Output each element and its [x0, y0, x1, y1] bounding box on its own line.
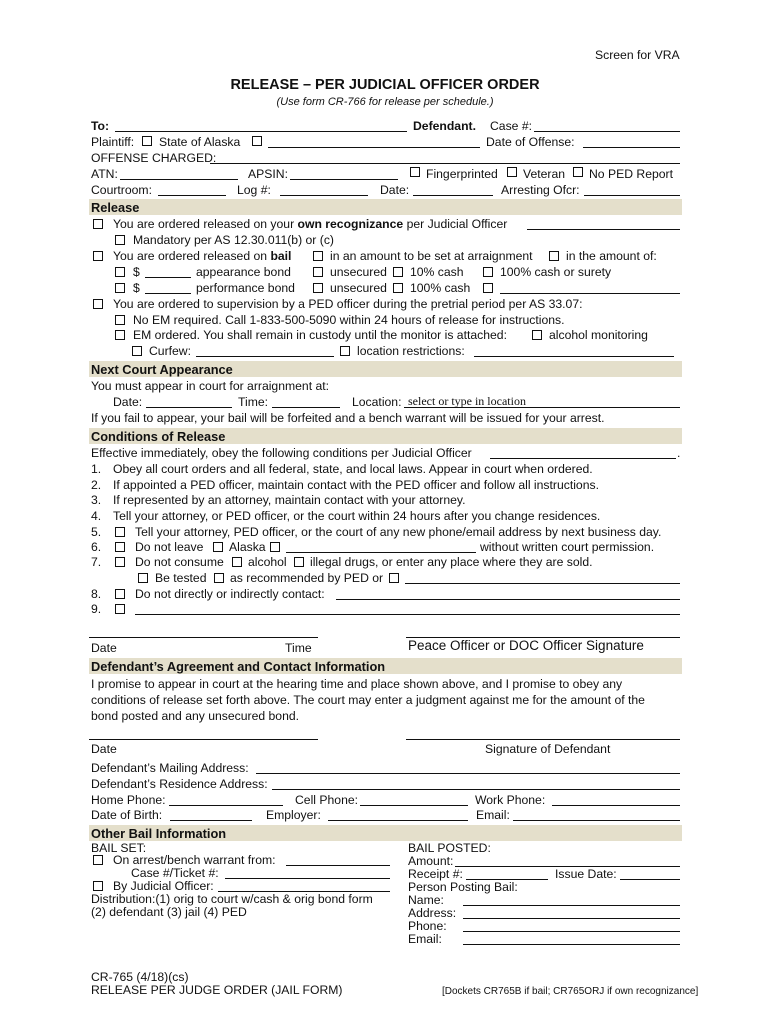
no-em-label: No EM required. Call 1-833-500-5090 within 24 hours of release for instructions. — [133, 313, 565, 327]
hundred-cash-checkbox[interactable] — [393, 283, 403, 293]
performance-bond-checkbox[interactable] — [115, 283, 125, 293]
distribution-line-1: Distribution:(1) orig to court w/cash & orig bond form — [91, 892, 373, 906]
bail-arraignment-label: in an amount to be set at arraignment — [330, 249, 533, 263]
by-judicial-label: By Judicial Officer: — [113, 879, 214, 893]
poster-phone-field[interactable] — [463, 931, 680, 932]
ten-cash-checkbox[interactable] — [393, 267, 403, 277]
appearance-amount-field[interactable] — [145, 277, 191, 278]
other-testing-field[interactable] — [405, 583, 680, 584]
appearance-bond-label: appearance bond — [196, 265, 291, 279]
date-offense-label: Date of Offense: — [486, 135, 575, 149]
defendant-date-label: Date — [91, 742, 117, 756]
home-phone-field[interactable] — [169, 805, 283, 806]
issue-date-field[interactable] — [620, 879, 680, 880]
supervision-checkbox[interactable] — [93, 299, 103, 309]
state-label: State of Alaska — [159, 135, 241, 149]
atn-field[interactable] — [120, 179, 238, 180]
appearance-bond-checkbox[interactable] — [115, 267, 125, 277]
condition-number: 1. — [91, 462, 102, 476]
employer-field[interactable] — [328, 820, 468, 821]
work-phone-field[interactable] — [552, 805, 680, 806]
condition-7-consume: Do not consume — [135, 555, 224, 569]
log-label: Log #: — [237, 183, 271, 197]
mailing-address-label: Defendant’s Mailing Address: — [91, 761, 249, 775]
location-restrictions-label: location restrictions: — [357, 344, 465, 358]
condition-6-checkbox[interactable] — [115, 542, 125, 552]
log-field[interactable] — [280, 195, 368, 196]
condition-6-alaska: Alaska — [229, 540, 266, 554]
location-restrictions-field[interactable] — [474, 356, 674, 357]
condition-7-drugs: illegal drugs, or enter any place where they are sold. — [310, 555, 593, 569]
employer-label: Employer: — [266, 808, 321, 822]
fingerprinted-checkbox[interactable] — [410, 167, 420, 177]
other-testing-checkbox[interactable] — [389, 573, 399, 583]
other-plaintiff-checkbox[interactable] — [252, 136, 262, 146]
hundred-surety-label: 100% cash or surety — [500, 265, 612, 279]
officer-time-label: Time — [285, 641, 312, 655]
poster-address-field[interactable] — [463, 918, 680, 919]
dob-label: Date of Birth: — [91, 808, 163, 822]
apsin-label: APSIN: — [248, 167, 288, 181]
alaska-checkbox[interactable] — [213, 542, 223, 552]
to-label: To: — [91, 119, 110, 133]
other-bond-field[interactable] — [500, 293, 680, 294]
residence-address-field[interactable] — [272, 789, 680, 790]
residence-address-label: Defendant’s Residence Address: — [91, 777, 268, 791]
officer-signature-label: Peace Officer or DOC Officer Signature — [408, 638, 644, 653]
performance-bond-label: performance bond — [196, 281, 295, 295]
must-appear-label: You must appear in court for arraignment at: — [91, 379, 330, 393]
on-arrest-label: On arrest/bench warrant from: — [113, 853, 276, 867]
condition-7-recommended: as recommended by PED or — [230, 571, 384, 585]
cell-phone-field[interactable] — [360, 805, 468, 806]
veteran-checkbox[interactable] — [507, 167, 517, 177]
appearance-date-label: Date: — [113, 395, 143, 409]
condition-9-checkbox[interactable] — [115, 604, 125, 614]
appearance-location-label: Location: — [352, 395, 402, 409]
condition-7-alcohol: alcohol — [248, 555, 287, 569]
curfew-field[interactable] — [196, 356, 334, 357]
condition-number: 5. — [91, 525, 102, 539]
next-court-heading-band — [89, 361, 682, 377]
condition-7-tested: Be tested — [155, 571, 207, 585]
own-recognizance-checkbox[interactable] — [93, 219, 103, 229]
other-bail-heading-band — [89, 825, 682, 841]
condition-1: Obey all court orders and all federal, state, and local laws. Appear in court when ordered. — [113, 462, 593, 476]
other-area-field[interactable] — [286, 552, 476, 553]
email-field[interactable] — [513, 820, 680, 821]
date-offense-field[interactable] — [583, 147, 680, 148]
own-recognizance-text: You are ordered released on your own recognizance per Judicial Officer — [113, 217, 508, 231]
dockets-note: [Dockets CR765B if bail; CR765ORJ if own recognizance] — [442, 986, 699, 997]
unsecured-checkbox-1[interactable] — [313, 267, 323, 277]
effective-label: Effective immediately, obey the following conditions per Judicial Officer — [91, 446, 472, 460]
poster-email-field[interactable] — [463, 944, 680, 945]
condition-6-post: without written court permission. — [480, 540, 655, 554]
bail-posted-label: BAIL POSTED: — [408, 841, 491, 855]
condition-5-checkbox[interactable] — [115, 527, 125, 537]
form-subtitle: (Use form CR-766 for release per schedule.) — [276, 96, 494, 108]
condition-9-field[interactable] — [135, 614, 680, 615]
case-label: Case #: — [490, 119, 533, 133]
unsecured-label-2: unsecured — [330, 281, 387, 295]
courtroom-field[interactable] — [158, 195, 226, 196]
conditions-heading: Conditions of Release — [91, 429, 226, 444]
agreement-text-1: I promise to appear in court at the hearing time and place shown above, and I promise to obey any — [91, 677, 623, 691]
distribution-line-2: (2) defendant (3) jail (4) PED — [91, 905, 247, 919]
other-area-checkbox[interactable] — [270, 542, 280, 552]
be-tested-checkbox[interactable] — [138, 573, 148, 583]
dollar-sign: $ — [133, 265, 140, 279]
mandatory-checkbox[interactable] — [115, 235, 125, 245]
location-restrictions-checkbox[interactable] — [340, 346, 350, 356]
dob-field[interactable] — [170, 820, 252, 821]
next-court-heading: Next Court Appearance — [91, 362, 233, 377]
alcohol-monitoring-checkbox[interactable] — [532, 330, 542, 340]
officer-date-label: Date — [91, 641, 117, 655]
defendant-signature-label: Signature of Defendant — [485, 742, 611, 756]
unsecured-label-1: unsecured — [330, 265, 387, 279]
release-heading-band — [89, 199, 682, 215]
work-phone-label: Work Phone: — [475, 793, 546, 807]
atn-label: ATN: — [91, 167, 118, 181]
ten-cash-label: 10% cash — [410, 265, 464, 279]
appearance-time-field[interactable] — [272, 407, 340, 408]
poster-name-field[interactable] — [463, 905, 680, 906]
alcohol-monitoring-label: alcohol monitoring — [549, 328, 648, 342]
em-ordered-checkbox[interactable] — [115, 330, 125, 340]
bail-amount-label: in the amount of: — [566, 249, 657, 263]
officer-date-time-line[interactable] — [89, 637, 318, 638]
condition-number: 8. — [91, 587, 102, 601]
amount-label: Amount: — [408, 854, 454, 868]
condition-8-checkbox[interactable] — [115, 589, 125, 599]
home-phone-label: Home Phone: — [91, 793, 166, 807]
defendant-label: Defendant. — [413, 119, 476, 133]
condition-6-leave: Do not leave — [135, 540, 204, 554]
agreement-heading-band — [89, 658, 682, 674]
illegal-drugs-checkbox[interactable] — [294, 557, 304, 567]
location-placeholder[interactable]: select or type in location — [408, 394, 526, 408]
condition-7-checkbox[interactable] — [115, 557, 125, 567]
bail-arraignment-checkbox[interactable] — [313, 251, 323, 261]
poster-email-label: Email: — [408, 932, 442, 946]
condition-4: Tell your attorney, or PED officer, or the court within 24 hours after you change residences. — [113, 509, 601, 523]
email-label: Email: — [476, 808, 510, 822]
dollar-sign: $ — [133, 281, 140, 295]
no-ped-checkbox[interactable] — [573, 167, 583, 177]
hundred-surety-checkbox[interactable] — [483, 267, 493, 277]
condition-number: 3. — [91, 493, 102, 507]
bail-amount-checkbox[interactable] — [549, 251, 559, 261]
defendant-signature-line[interactable] — [406, 739, 680, 740]
offense-label: OFFENSE CHARGED: — [91, 151, 217, 165]
effective-officer-field[interactable] — [490, 458, 676, 459]
condition-number: 9. — [91, 602, 102, 616]
arresting-label: Arresting Ofcr: — [501, 183, 580, 197]
condition-number: 2. — [91, 478, 102, 492]
on-arrest-field[interactable] — [286, 865, 390, 866]
other-bond-checkbox[interactable] — [483, 283, 493, 293]
arresting-field[interactable] — [584, 195, 680, 196]
receipt-label: Receipt #: — [408, 867, 463, 881]
own-recognizance-officer-field[interactable] — [527, 229, 680, 230]
condition-number: 4. — [91, 509, 102, 523]
as-recommended-checkbox[interactable] — [214, 573, 224, 583]
no-contact-field[interactable] — [336, 599, 680, 600]
curfew-checkbox[interactable] — [132, 346, 142, 356]
bail-checkbox[interactable] — [93, 251, 103, 261]
case-ticket-label: Case #/Ticket #: — [131, 866, 219, 880]
condition-number: 6. — [91, 540, 102, 554]
effective-period: . — [677, 446, 681, 460]
performance-amount-field[interactable] — [145, 293, 191, 294]
case-field[interactable] — [534, 131, 680, 132]
no-ped-label: No PED Report — [589, 167, 673, 181]
mailing-address-field[interactable] — [256, 773, 680, 774]
alcohol-checkbox[interactable] — [232, 557, 242, 567]
other-plaintiff-field[interactable] — [268, 147, 480, 148]
person-posting-label: Person Posting Bail: — [408, 880, 518, 894]
veteran-label: Veteran — [523, 167, 566, 181]
screen-label: Screen for VRA — [595, 48, 680, 62]
condition-8: Do not directly or indirectly contact: — [135, 587, 325, 601]
condition-3: If represented by an attorney, maintain contact with your attorney. — [113, 493, 466, 507]
form-title: RELEASE – PER JUDICIAL OFFICER ORDER — [230, 77, 540, 93]
curfew-label: Curfew: — [149, 344, 191, 358]
defendant-date-line[interactable] — [89, 739, 318, 740]
state-checkbox[interactable] — [142, 136, 152, 146]
conditions-heading-band — [89, 428, 682, 444]
poster-address-label: Address: — [408, 906, 457, 920]
offense-field[interactable] — [210, 163, 680, 164]
condition-number: 7. — [91, 555, 102, 569]
fingerprinted-label: Fingerprinted — [426, 167, 498, 181]
form-footer-title: RELEASE PER JUDGE ORDER (JAIL FORM) — [91, 983, 343, 997]
fail-warning: If you fail to appear, your bail will be forfeited and a bench warrant will be issued for your arrest. — [91, 411, 605, 425]
plaintiff-label: Plaintiff: — [91, 135, 135, 149]
agreement-heading: Defendant’s Agreement and Contact Information — [91, 659, 386, 674]
no-em-checkbox[interactable] — [115, 315, 125, 325]
by-judicial-checkbox[interactable] — [93, 881, 103, 891]
bail-text: You are ordered released on bail — [113, 249, 292, 263]
appearance-time-label: Time: — [238, 395, 269, 409]
appearance-date-field[interactable] — [146, 407, 232, 408]
other-bail-heading: Other Bail Information — [91, 826, 227, 841]
condition-5: Tell your attorney, PED officer, or the court of any new phone/email address by next business day. — [135, 525, 662, 539]
case-ticket-field[interactable] — [225, 878, 390, 879]
cell-phone-label: Cell Phone: — [295, 793, 359, 807]
form-number: CR-765 (4/18)(cs) — [91, 970, 189, 984]
mandatory-label: Mandatory per AS 12.30.011(b) or (c) — [133, 233, 334, 247]
on-arrest-checkbox[interactable] — [93, 855, 103, 865]
poster-name-label: Name: — [408, 893, 444, 907]
condition-2: If appointed a PED officer, maintain contact with the PED officer and follow all instructions. — [113, 478, 599, 492]
courtroom-label: Courtroom: — [91, 183, 152, 197]
issue-date-label: Issue Date: — [555, 867, 617, 881]
em-ordered-label: EM ordered. You shall remain in custody until the monitor is attached: — [133, 328, 507, 342]
date-label: Date: — [380, 183, 410, 197]
poster-phone-label: Phone: — [408, 919, 447, 933]
release-heading: Release — [91, 200, 140, 215]
supervision-label: You are ordered to supervision by a PED officer during the pretrial period per AS 33.07: — [113, 297, 583, 311]
agreement-text-2: conditions of release set forth above. The court may enter a judgment against me for the amount of the — [91, 693, 645, 707]
agreement-text-3: bond posted and any unsecured bond. — [91, 709, 300, 723]
apsin-field[interactable] — [290, 179, 398, 180]
hundred-cash-label: 100% cash — [410, 281, 471, 295]
bail-set-label: BAIL SET: — [91, 841, 147, 855]
date-field[interactable] — [413, 195, 493, 196]
to-field[interactable] — [115, 131, 407, 132]
unsecured-checkbox-2[interactable] — [313, 283, 323, 293]
